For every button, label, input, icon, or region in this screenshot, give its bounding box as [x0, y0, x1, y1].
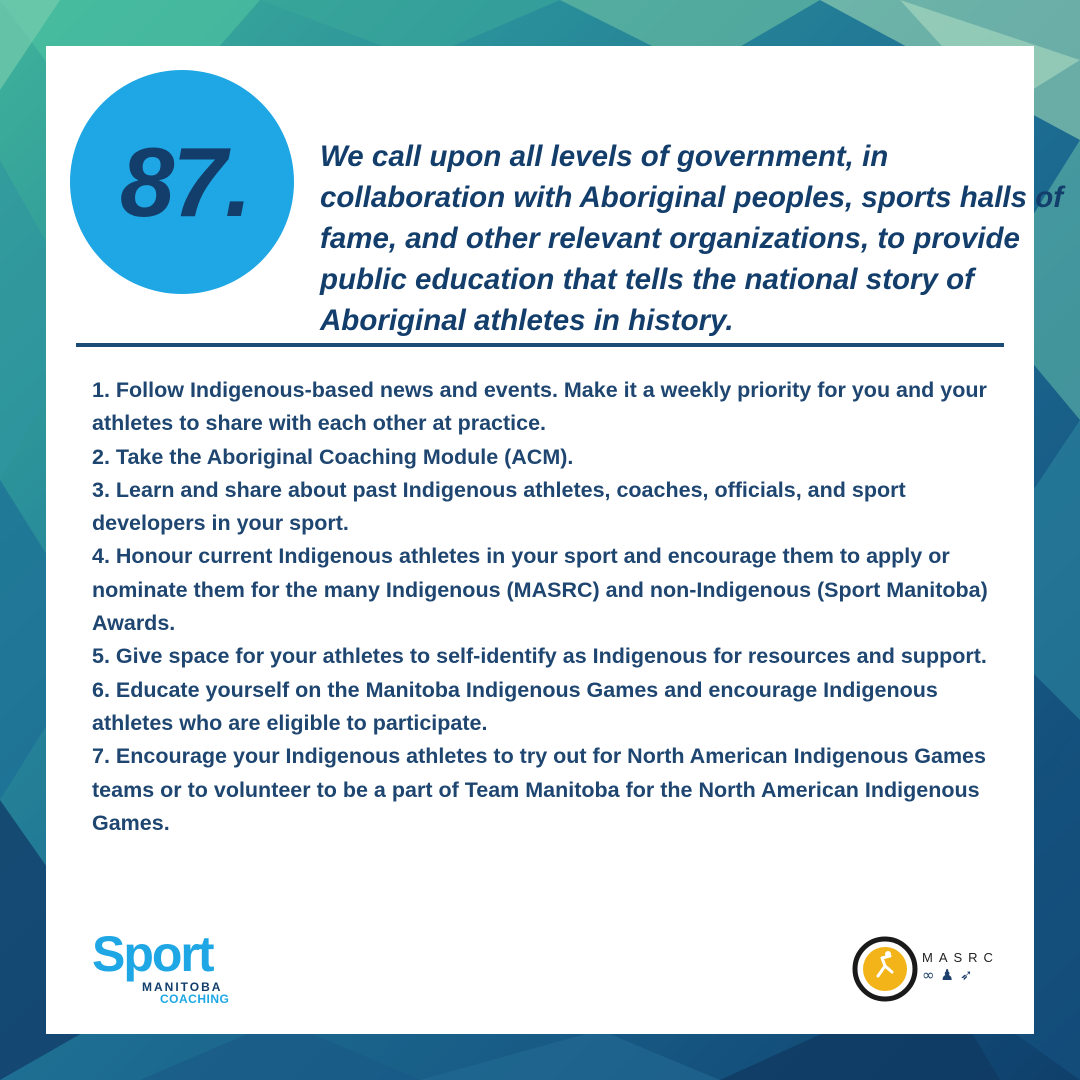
list-item: 3. Learn and share about past Indigenous athletes, coaches, officials, and sport developers in your sport. — [92, 477, 906, 536]
sport-logo-sub: MANITOBA — [142, 980, 223, 994]
figure-icon: ♟ — [940, 966, 954, 984]
sport-manitoba-logo — [92, 926, 242, 1006]
infinity-icon: ∞ — [922, 966, 935, 984]
feather-icon: ➶ — [959, 966, 973, 984]
list-item: 2. Take the Aboriginal Coaching Module (ACM). — [92, 444, 574, 469]
masrc-logo — [852, 936, 1012, 1002]
call-to-action-text: We call upon all levels of government, in collaboration with Aboriginal peoples, sports halls of fame, and other relevant organizations, to provide public education that tells the national story of Aboriginal athletes in history. — [320, 140, 1064, 337]
list-item: 5. Give space for your athletes to self-identify as Indigenous for resources and support. — [92, 644, 987, 669]
call-number: 87. — [119, 126, 251, 237]
masrc-symbols — [922, 966, 973, 984]
divider — [76, 343, 1004, 347]
sport-logo-word: Sport — [92, 926, 213, 982]
masrc-word: MASRC — [922, 950, 999, 965]
list-item: 7. Encourage your Indigenous athletes to try out for North American Indigenous Games teams or to volunteer to be a part of Team Manitoba for the North American Indigenous Games. — [92, 744, 986, 835]
list-item: 6. Educate yourself on the Manitoba Indigenous Games and encourage Indigenous athletes who are eligible to participate. — [92, 677, 938, 735]
list-item: 1. Follow Indigenous-based news and events. Make it a weekly priority for you and your athletes to share with each other at practice. — [92, 378, 987, 436]
sport-logo-sub2: COACHING — [160, 992, 230, 1006]
action-list — [92, 374, 1022, 840]
list-item: 4. Honour current Indigenous athletes in your sport and encourage them to apply or nominate them for the many Indigenous (MASRC) and non-Indigenous (Sport Manitoba) Awards. — [92, 544, 988, 636]
masrc-emblem-icon — [852, 936, 918, 1002]
number-badge — [70, 70, 294, 294]
